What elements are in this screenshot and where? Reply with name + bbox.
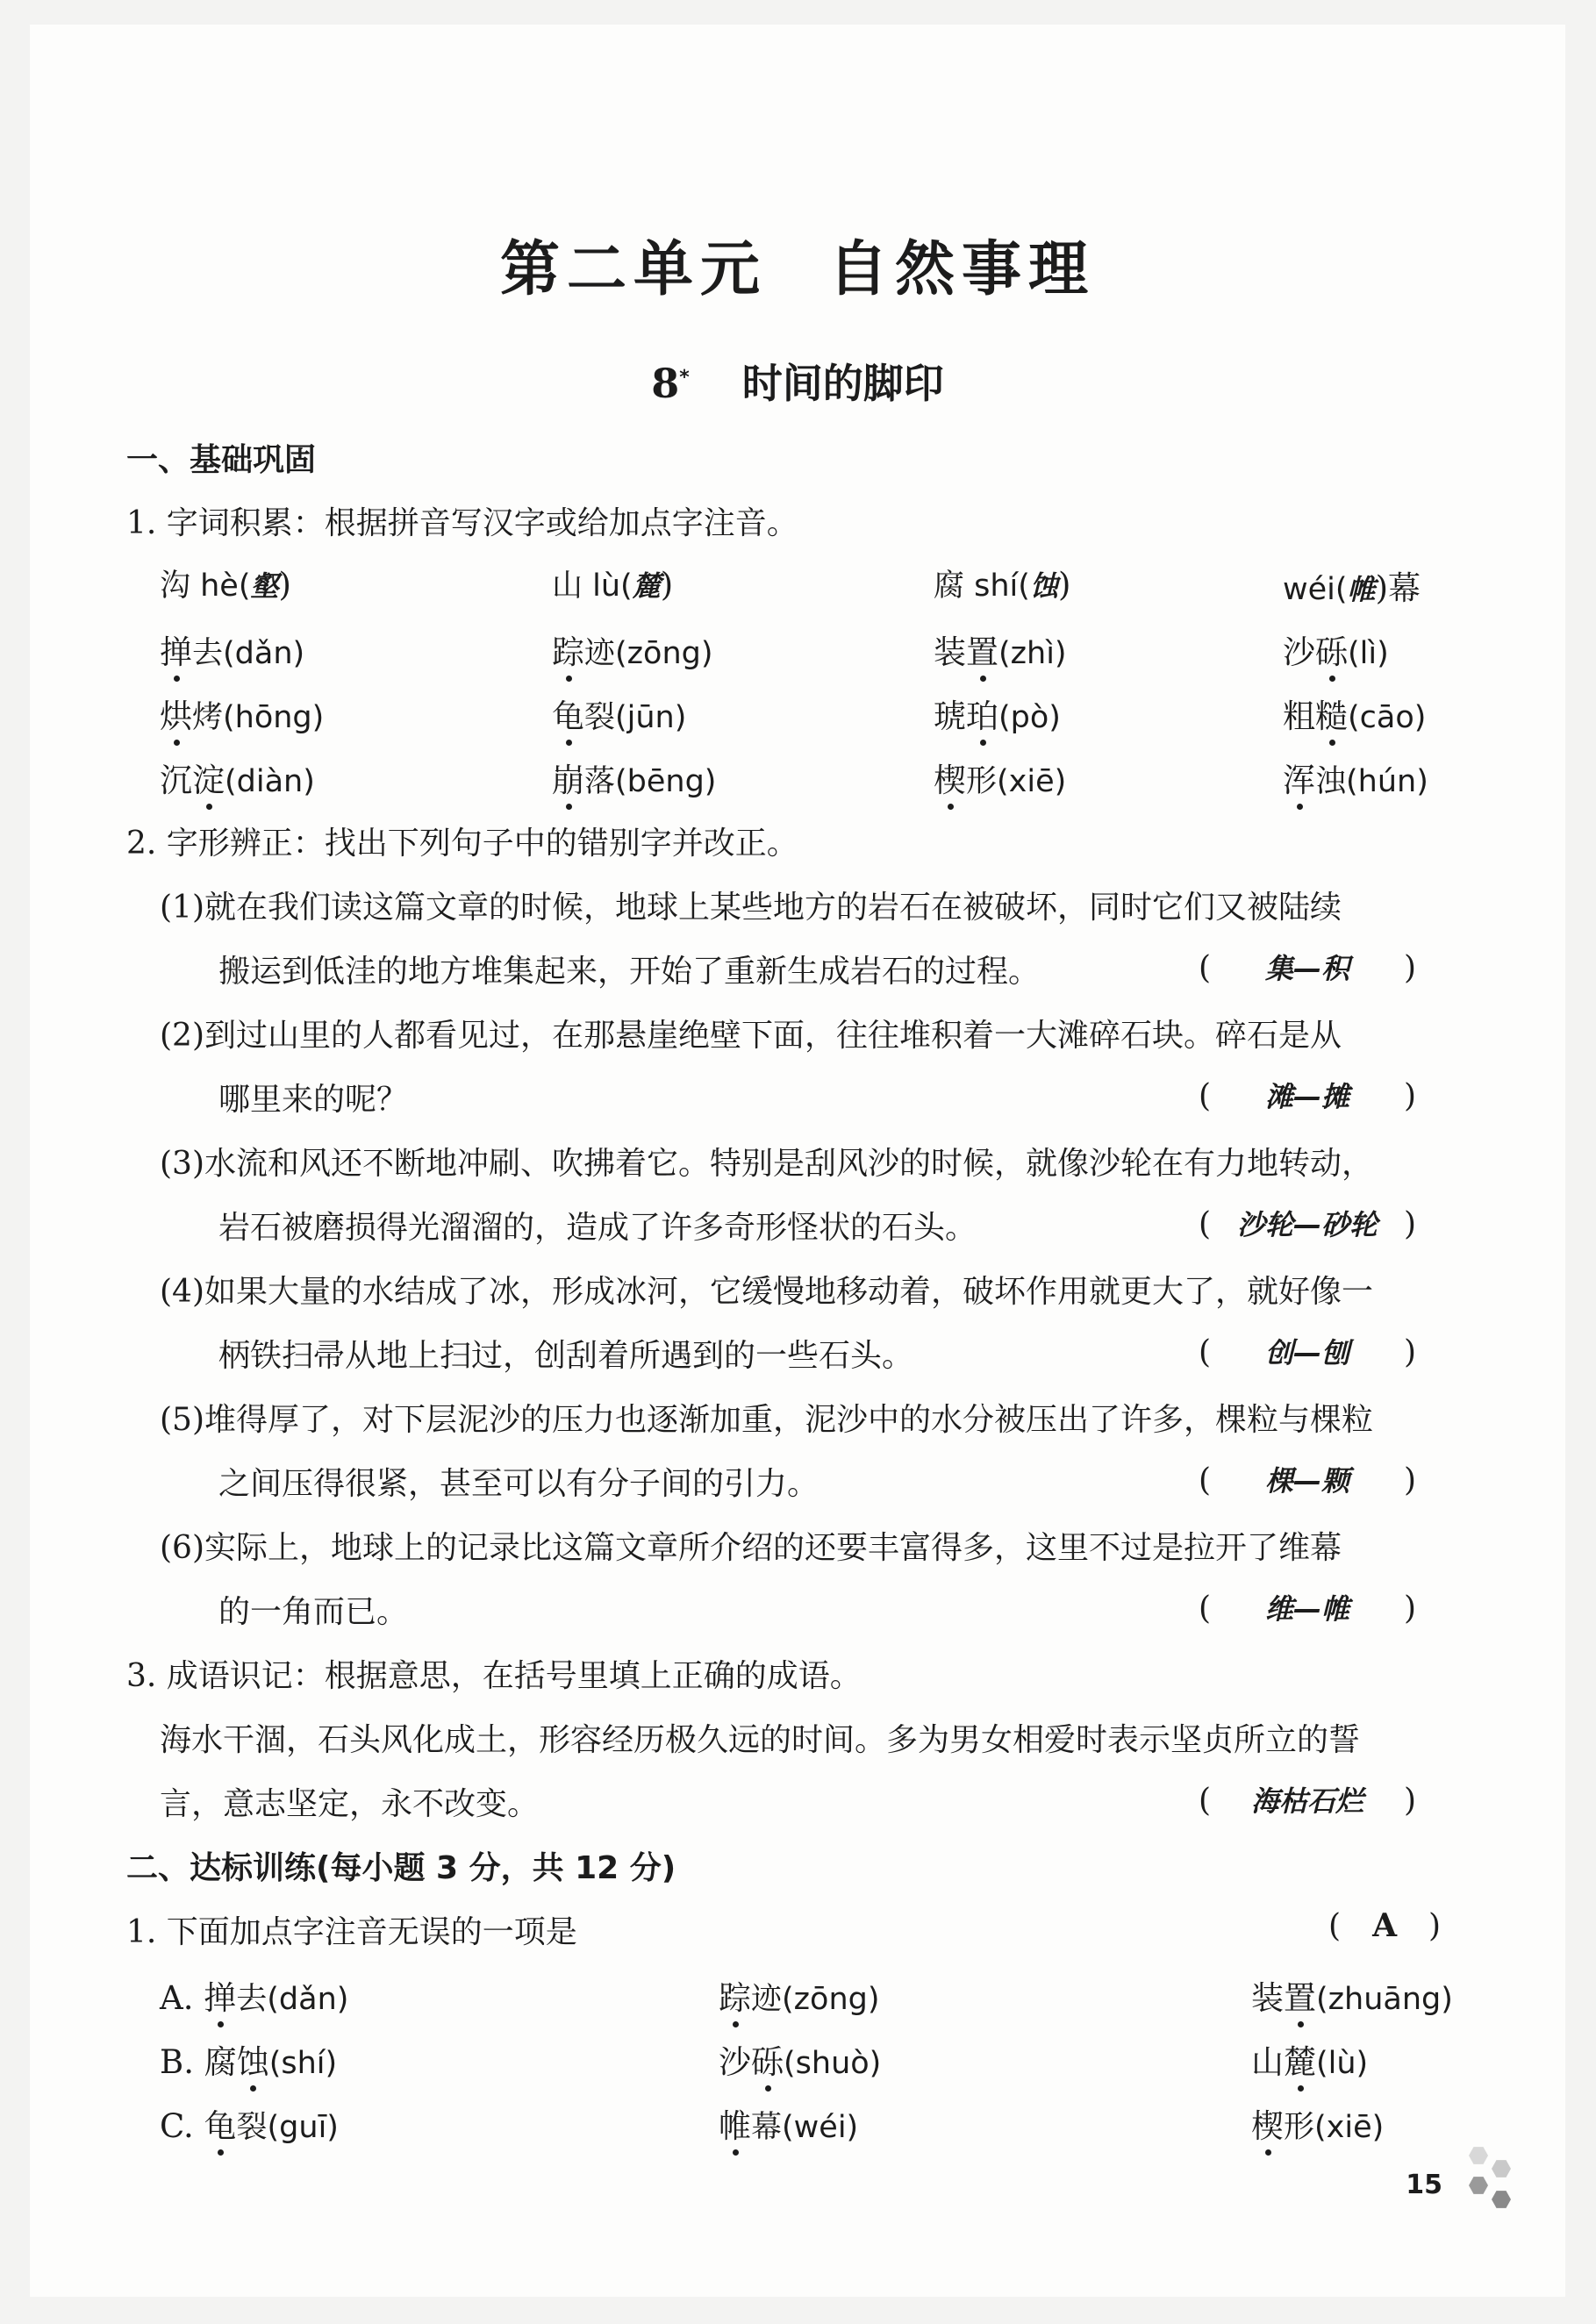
q1-cell: 掸去(dǎn) — [160, 626, 304, 673]
mc1-option-b: B. 腐蚀(shí) — [160, 2035, 337, 2083]
mc1-option-b-2: 沙砾(shuò) — [719, 2035, 881, 2083]
q2-item-line2: 柄铁扫帚从地上扫过，创刮着所遇到的一些石头。 — [218, 1338, 914, 1374]
q2-item-line2: 搬运到低洼的地方堆集起来，开始了重新生成岩石的过程。 — [218, 954, 1041, 990]
lesson-title-text: 时间的脚印 — [741, 360, 944, 407]
q2-item-line2: 岩石被磨损得光溜溜的，造成了许多奇形怪状的石头。 — [218, 1210, 977, 1246]
unit-title-part-a: 第二单元 — [499, 234, 767, 304]
lesson-number: 8 — [651, 360, 680, 407]
hex-decoration-icon — [1492, 2190, 1511, 2209]
q1-cell: 装置(zhì) — [934, 626, 1067, 673]
mc1-option-c-3: 楔形(xiē) — [1251, 2099, 1384, 2147]
q2-answer: ( 集—积 ) — [1199, 950, 1417, 986]
q1-cell: 腐 shí(蚀) — [934, 566, 1071, 604]
mc1-option-a-3: 装置(zhuāng) — [1251, 1971, 1453, 2019]
section-heading-2: 二、达标训练(每小题 3 分，共 12 分) — [126, 1850, 676, 1886]
unit-title — [30, 222, 1565, 307]
q1-cell: 山 lù(麓) — [552, 566, 674, 604]
q2-item-line1: (5)堆得厚了，对下层泥沙的压力也逐渐加重，泥沙中的水分被压出了许多，棵粒与棵粒 — [160, 1402, 1373, 1438]
q1-cell: 沉淀(diàn) — [160, 754, 315, 801]
q1-cell: 龟裂(jūn) — [552, 690, 686, 737]
mc1-option-c-2: 帷幕(wéi) — [719, 2099, 858, 2147]
q1-cell: 踪迹(zōng) — [552, 626, 713, 673]
q2-answer: ( 创—刨 ) — [1199, 1334, 1417, 1370]
lesson-title — [30, 352, 1565, 410]
q1-cell: 崩落(bēng) — [552, 754, 716, 801]
unit-title-part-b: 自然事理 — [828, 234, 1096, 304]
q3-answer: ( 海枯石烂 ) — [1199, 1783, 1417, 1819]
q2-item-line1: (3)水流和风还不断地冲刷、吹拂着它。特别是刮风沙的时候，就像沙轮在有力地转动， — [160, 1146, 1373, 1182]
q2-item-line1: (1)就在我们读这篇文章的时候，地球上某些地方的岩石在被破坏，同时它们又被陆续 — [160, 890, 1342, 926]
q3-prompt: 3. 成语识记：根据意思，在括号里填上正确的成语。 — [126, 1658, 862, 1694]
q2-item-line1: (6)实际上，地球上的记录比这篇文章所介绍的还要丰富得多，这里不过是拉开了维幕 — [160, 1530, 1342, 1566]
q1-cell: wéi(帷)幕 — [1283, 569, 1421, 607]
mc1-prompt: 1. 下面加点字注音无误的一项是 — [126, 1914, 577, 1950]
lesson-mark: * — [679, 366, 690, 389]
q2-item-line2: 的一角而已。 — [218, 1594, 409, 1630]
mc1-option-b-3: 山麓(lù) — [1251, 2035, 1368, 2083]
page-number: 15 — [1406, 2170, 1442, 2200]
q1-cell: 浑浊(hún) — [1283, 754, 1428, 801]
hex-decoration-icon — [1469, 2146, 1488, 2165]
q1-cell: 粗糙(cāo) — [1283, 690, 1426, 737]
mc1-option-a-2: 踪迹(zōng) — [719, 1971, 880, 2019]
q2-item-line2: 之间压得很紧，甚至可以有分子间的引力。 — [218, 1466, 819, 1502]
q2-item-line1: (4)如果大量的水结成了冰，形成冰河，它缓慢地移动着，破坏作用就更大了，就好像一 — [160, 1274, 1373, 1310]
q1-cell: 楔形(xiē) — [934, 754, 1066, 801]
q2-answer: ( 沙轮—砂轮 ) — [1199, 1206, 1417, 1242]
section-heading-1: 一、基础巩固 — [126, 442, 317, 478]
q1-cell: 沟 hè(壑) — [160, 566, 291, 604]
hex-decoration-icon — [1469, 2176, 1488, 2195]
q1-cell: 沙砾(lì) — [1283, 626, 1389, 673]
q1-cell: 琥珀(pò) — [934, 690, 1061, 737]
mc1-option-c: C. 龟裂(guī) — [160, 2099, 339, 2147]
q3-line2: 言，意志坚定，永不改变。 — [160, 1786, 540, 1822]
q1-prompt: 1. 字词积累：根据拼音写汉字或给加点字注音。 — [126, 505, 798, 541]
q2-prompt: 2. 字形辨正：找出下列句子中的错别字并改正。 — [126, 826, 798, 862]
q2-item-line1: (2)到过山里的人都看见过，在那悬崖绝壁下面，往往堆积着一大滩碎石块。碎石是从 — [160, 1018, 1342, 1054]
q1-cell: 烘烤(hōng) — [160, 690, 324, 737]
q2-item-line2: 哪里来的呢？ — [218, 1082, 409, 1118]
q2-answer: ( 棵—颗 ) — [1199, 1462, 1417, 1498]
mc1-answer: ( A ) — [1328, 1907, 1442, 1944]
mc1-option-a: A. 掸去(dǎn) — [160, 1971, 348, 2019]
workbook-page — [30, 25, 1565, 2297]
hex-decoration-icon — [1492, 2159, 1511, 2178]
q2-answer: ( 滩—摊 ) — [1199, 1078, 1417, 1114]
q2-answer: ( 维—帷 ) — [1199, 1591, 1417, 1627]
q3-line1: 海水干涸，石头风化成土，形容经历极久远的时间。多为男女相爱时表示坚贞所立的誓 — [160, 1722, 1361, 1758]
